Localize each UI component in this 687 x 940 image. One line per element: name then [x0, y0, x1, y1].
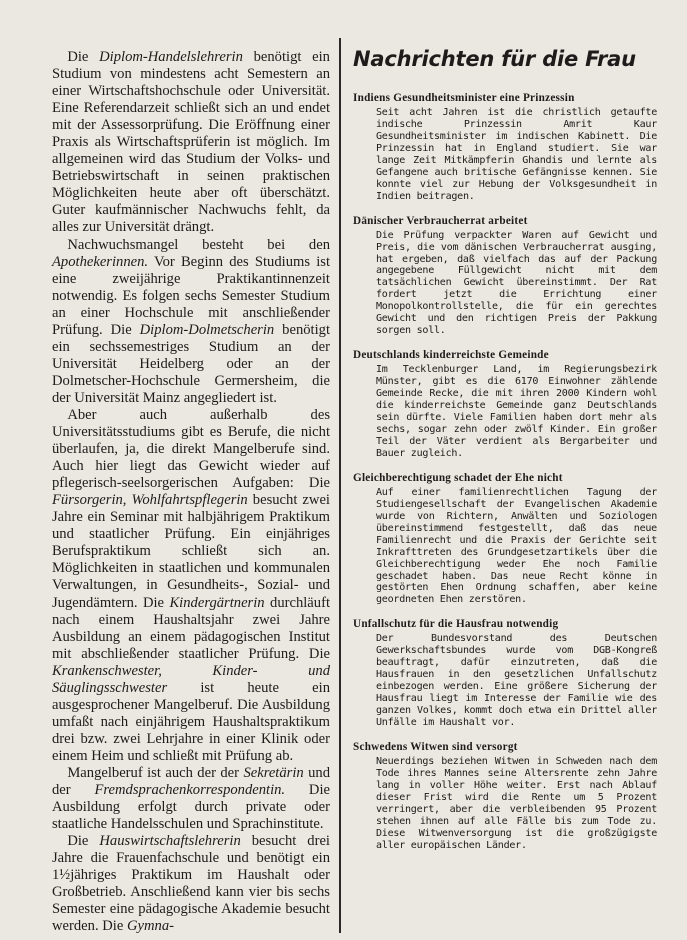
news-body: Neuerdings beziehen Witwen in Schweden nach dem Tode ihres Mannes seine Altersrente zehn Jahre lang in voller Höhe weiter. Erst nach Ablauf dieser Frist wird die Rente um 5 Prozent verringert, aber die verbleibenden 95 Prozent stehen ihnen auf alle Fälle bis zum Tode zu. Diese Witwenversorgung ist die großzügigste aller europäischen Länder. — [376, 755, 657, 851]
career-article-column — [52, 49, 330, 935]
news-column — [353, 46, 657, 864]
news-body: Seit acht Jahren ist die christlich getaufte indische Prinzessin Amrit Kaur Gesundheitsminister im indischen Kabinett. Die Prinzessin hat in England studiert. Sie war lange Zeit Mitkämpferin Ghandis und lernte als Gefangene auch britische Gefängnisse kennen. Sie konnte viel zur Hebung der Volksgesundheit in Indien beitragen. — [376, 107, 657, 202]
column-divider — [339, 38, 341, 933]
paragraph-handelslehrerin: Die Diplom-Handelslehrerin benötigt ein Studium von mindestens acht Semestern an einer Wirtschaftshochschule oder Universität. Eine Referendarzeit schließt sich an und endet mit der Assessorprüfung. Die Eröffnung einer Praxis als Wirtschaftsprüferin ist möglich. Im allgemeinen wird das Studium der Volks- und Betriebswirtschaft in seinen praktischen Möglichkeiten heute aber oft überschätzt. Guter kaufmännischer Nachwuchs fehlt, da alles zur Universität drängt. — [52, 49, 330, 236]
news-heading: Schwedens Witwen sind versorgt — [353, 740, 518, 753]
news-item — [353, 472, 657, 607]
paragraph-hauswirtschaftslehrerin: Die Hauswirtschaftslehrerin besucht drei Jahre die Frauenfachschule und benötigt ein 1½jähriges Praktikum im Haushalt oder Großbetrieb. Anschließend kann vier bis sechs Semester eine pädagogische Akademie besucht werden. Die Gymna- — [52, 833, 330, 935]
paragraph-mangelberufe: Aber auch außerhalb des Universitätsstudiums gibt es Berufe, die nicht überlaufen, ja, die direkt Mangelberufe sind. Auch hier liegt das Gewicht wieder auf pflegerisch-seelsorgerischen Aufgaben: Die Fürsorgerin, Wohlfahrtspflegerin besucht zwei Jahre ein Seminar mit halbjährigem Praktikum und staatlicher Prüfung. Ein einjähriges Berufspraktikum schließt sich an. Möglichkeiten in staatlichen und kommunalen Verwaltungen, in Gesundheits-, Sozial- und Jugendämtern. Die Kindergärtnerin durchläuft nach einem Haushaltsjahr zwei Jahre Ausbildung an einem pädagogischen Institut mit abschließender staatlicher Prüfung. Die Krankenschwester, Kinder- und Säuglingsschwester ist heute ein ausgesprochener Mangelberuf. Die Ausbildung umfaßt nach einjährigem Haushaltspraktikum drei bzw. zwei Lehrjahre in einer Klinik oder einem Heim und schließt mit Prüfung ab. — [52, 406, 330, 764]
paragraph-apothekerinnen: Nachwuchsmangel besteht bei den Apothekerinnen. Vor Beginn des Studiums ist eine zweijährige Praktikantinnenzeit notwendig. Es folgen sechs Semester Studium an einer Hochschule mit anschließender Prüfung. Die Diplom-Dolmetscherin benötigt ein sechssemestriges Studium an der Universität Heidelberg oder an der Dolmetscher-Hochschule Germersheim, die der Universität Mainz angegliedert ist. — [52, 236, 330, 406]
news-heading: Unfallschutz für die Hausfrau notwendig — [353, 618, 559, 631]
news-heading: Deutschlands kinderreichste Gemeinde — [353, 349, 549, 362]
news-body: Im Tecklenburger Land, im Regierungsbezirk Münster, gibt es die 6170 Einwohner zählende Gemeinde Recke, die mit ihren 2000 Kindern wohl die kinderreichste Gemeinde ganz Deutschlands sein dürfte. Viele Familien haben dort mehr als sechs, sogar zehn oder zwölf Kinder. Ein großer Teil der Väter verdient als Bergarbeiter und Bauer zugleich. — [376, 364, 657, 459]
paragraph-sekretaerin: Mangelberuf ist auch der der Sekretärin und der Fremdsprachenkorrespondentin. Die Ausbildung erfolgt durch private oder staatliche Handelsschulen und Sprachinstitute. — [52, 764, 331, 833]
news-item — [353, 618, 657, 729]
news-body: Auf einer familienrechtlichen Tagung der Studiengesellschaft der Evangelischen Akademie wurde von Richtern, Anwälten und Soziologen übereinstimmend festgestellt, daß das neue Familienrecht und die Praxis der Gerichte seit Inkrafttreten des Grundgesetzartikels über die Gleichberechtigung weder Ehe noch Familie geschadet haben. Das neue Recht könne in gestörten Ehen Ordnung schaffen, aber keine geordneten Ehen zerstören. — [376, 486, 657, 606]
news-item — [353, 741, 657, 852]
section-title: Nachrichten für die Frau — [353, 47, 636, 71]
news-item — [353, 349, 657, 460]
news-heading: Dänischer Verbraucherrat arbeitet — [353, 214, 528, 227]
news-heading: Gleichberechtigung schadet der Ehe nicht — [353, 471, 563, 484]
news-body: Die Prüfung verpackter Waren auf Gewicht und Preis, die vom dänischen Verbraucherrat ausging, hat ergeben, daß vielfach das auf der Packung angegebene Füllgewicht nicht mit dem tatsächlichen Gewicht übereinstimmt. Der Rat fordert jetzt die Errichtung einer Monopolkontrollstelle, die für ein gerechtes Gewicht und den richtigen Preis der Pakkung sorgen soll. — [376, 229, 657, 337]
news-heading: Indiens Gesundheitsminister eine Prinzessin — [353, 92, 575, 104]
news-item — [353, 92, 657, 203]
news-item — [353, 215, 657, 338]
news-body: Der Bundesvorstand des Deutschen Gewerkschaftsbundes wurde vom DGB-Kongreß beauftragt, dafür einzutreten, daß die Hausfrauen in den gesetzlichen Unfallschutz einbezogen werden. Eine größere Sicherung der Hausfrau liegt im Interesse der Familie wie des ganzen Volkes, kommt doch etwa ein Drittel aller Unfälle im Haushalt vor. — [376, 633, 657, 729]
